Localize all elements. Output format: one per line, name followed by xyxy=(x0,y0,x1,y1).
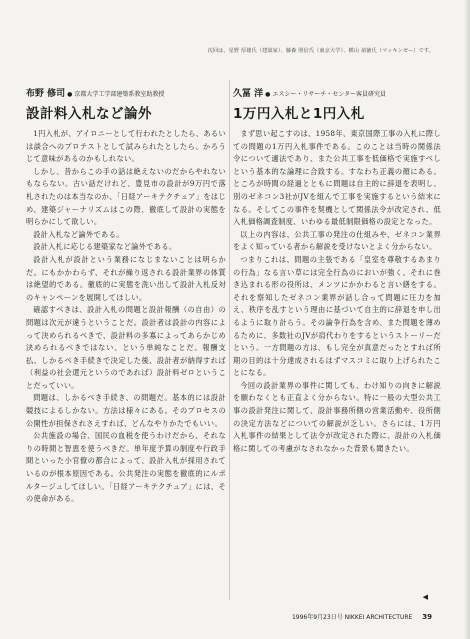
left-body xyxy=(26,128,226,506)
paragraph: 設計入札に応じる建築家など論外である。 xyxy=(33,242,177,252)
paragraph: 設計入札が設計という業務になじまないことは明らかだ。にもかかわらず、それが繰り返される設計業界の体質は絶望的である。徹底的に実態を洗い出して設計入札反対のキャンペーンを展開してほしい。 xyxy=(26,254,226,302)
right-author-affiliation: エスシー・リサーチ・センター客員研究員 xyxy=(272,91,387,98)
page-number: 39 xyxy=(422,613,432,621)
left-headline: 設計料入札など論外 xyxy=(26,106,152,122)
paragraph: つまりこれは、問題の主張である「皇室を尊敬するあまりの行為」なる言い草には完全行為のにおいが強く、それに巻き込まれる形の役所は、メンツにかかわると言い繕をする。それを察知したゼネコン業界が話し合って問題に圧力を加え、秩序を乱すという理由に基づいて自主的に辞退を申し出るように取り計らう。その論争行為を含め、また問題を薄めるために、多数社のJVが肩代わりをするというストーリーだという。一方問題の方は、もし完全が真意だったとすれば所期の目的は十分達成されるはずマスコミに取り上げられたことになる。 xyxy=(233,254,441,378)
paragraph: 確認すべきは、設計入札の問題と設計報酬（の自由）の問題は次元が違うということだ。設計者は設計の内容によって決められるべきで、設計料の多寡によってあらかじめ決められるべきではない、という単純なことだ。報酬支払、しかるべき手続きで決定した後、設計者が納得すれば（利益の社会還元というのであれば）設計料ゼロということだっていい。 xyxy=(26,305,226,390)
left-author xyxy=(26,86,226,99)
issue-date: 1996年9月23日号 xyxy=(291,614,343,621)
paragraph: 問題は、しかるべき手続き、の問題だ。基本的には設計競技によるしかない。方法は様々にある。そのプロセスの公開性が担保されさえすれば、どんなやりかたでもいい。 xyxy=(26,393,226,428)
right-author-name: 久冨 洋 xyxy=(233,89,264,99)
paragraph: 1円入札が、アイロニーとして行われたとしたら、あるいは談合へのプロテストとして試みられたとしたら、かろうじて意味があるのかもしれない。 xyxy=(26,129,226,164)
paragraph: まず思い起こすのは、1958年、東京国際工事の入札に際しての問題の1万円入札事件である。このことは当時の関係法令について適法であり、また公共工事を低価格で実施すべしという基本的な論理に合致する。すなわち正義の顔にある。ところが時間の経過とともに問題は自主的に辞退を表明し、別のゼネコン3社がJVを組んで工事を実施するという結末になる。そしてこの事件を契機として関係法令が改定され、低入札価格調査制度、いわゆる最低制限価格の設定となった。 xyxy=(233,129,441,227)
page-footer xyxy=(292,612,432,621)
paragraph: 今回の設計業界の事件に関しても、わけ知りの向きに解説を願わなくとも正直よく分からない。特に一般の大型公共工事の設計発注に関して、設計事務所側の営業活動や、役所側の決定方法などについての解説が乏しい。さらには、1万円入札事件の結果として法令が改定された際に、設計の入札価格に関しての考慮がなされなかった背景も聞きたい。 xyxy=(233,380,441,453)
paragraph: 設計入札など論外である。 xyxy=(33,229,124,239)
paragraph: 以上の内容は、公共工事の発注の仕組みや、ゼネコン業界をよく知っている者から解説を受けないとよく分からない。 xyxy=(233,229,441,252)
column-divider xyxy=(229,80,230,600)
right-author xyxy=(233,86,441,99)
right-column xyxy=(233,86,441,455)
page-edge-shadow xyxy=(464,0,470,639)
left-column xyxy=(26,86,226,506)
left-author-name: 布野 修司 xyxy=(26,89,66,99)
paragraph: しかし、昔からこの手の話は絶えないのだからやれないもならない。古い話だけれど、豊見市の設計が9万円で落札されたのは本当なのか、「日経アーキテクチュア」をはじめ、建築ジャーナリズムはこの際、徹底して設計の実態を明らかにして欲しい。 xyxy=(26,166,226,227)
bullet-icon: ● xyxy=(265,91,271,98)
right-body xyxy=(233,128,441,455)
right-headline: 1万円入札と1円入札 xyxy=(233,106,365,122)
left-author-affiliation: 京都大学工学部建築系教室助教授 xyxy=(74,91,165,98)
magazine-name: NIKKEI ARCHITECTURE xyxy=(344,614,413,621)
continue-arrow-icon: ◀ xyxy=(422,593,428,601)
next-issue-note: 次回は、星野 厚雄氏（建築家）、藤森 照信氏（東京大学）、横山 禎徳氏（マッキンゼー）です。 xyxy=(207,48,434,54)
paragraph: 公共施設の場合、国民の血税を使うわけだから、それなりの時間と智恵を使うべきだ。単年度予算の制度や行政手間といった小官僚の都合によって、設計入札が採用されているのが根本原因である。公共発注の実態を徹底的にルポルタージュしてほしい。「日経アーキテクチュア」には、その使命がある。 xyxy=(26,431,226,504)
bullet-icon: ● xyxy=(67,91,73,98)
